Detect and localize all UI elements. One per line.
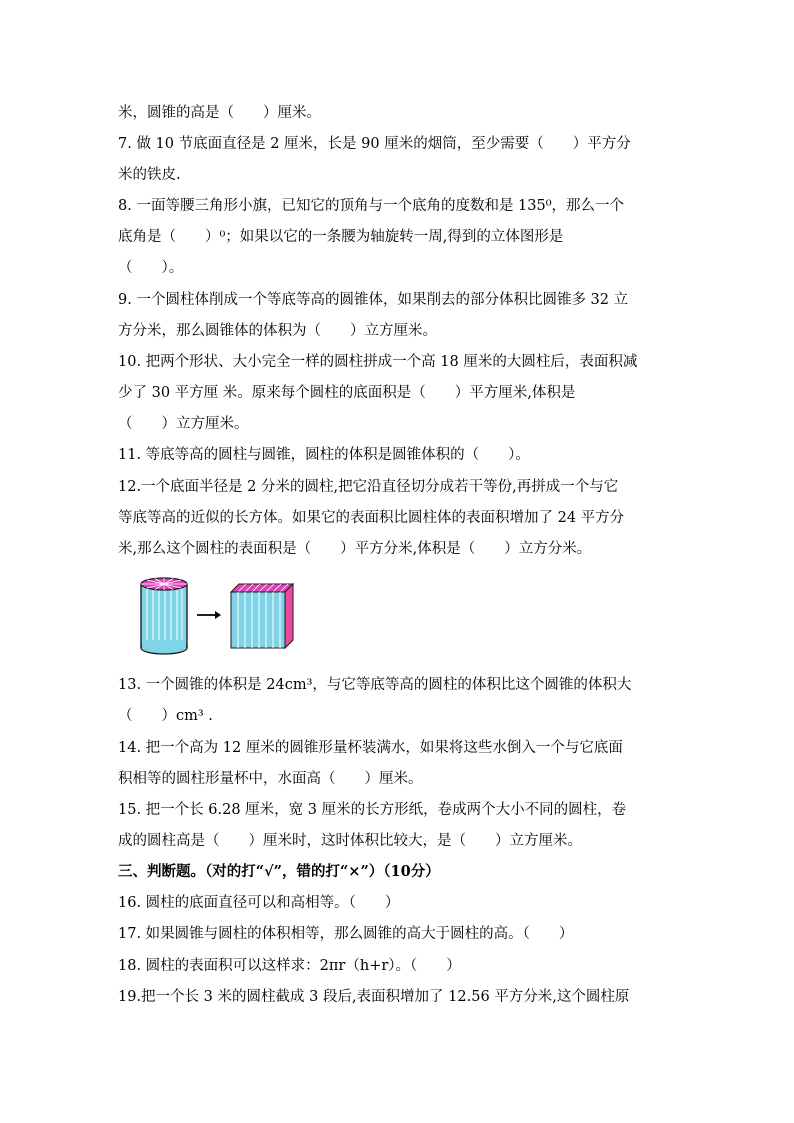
text-line: 方分米，那么圆锥体的体积为（ ）立方厘米。 xyxy=(118,323,437,339)
text-line: 底角是（ ）⁰；如果以它的一条腰为轴旋转一周,得到的立体图形是 xyxy=(118,229,564,245)
cuboid-side xyxy=(285,584,293,648)
question-9: 9. 一个圆柱体削成一个等底等高的圆锥体，如果削去的部分体积比圆锥多 32 立 xyxy=(118,292,629,308)
question-10: 10. 把两个形状、大小完全一样的圆柱拼成一个高 18 厘米的大圆柱后，表面积减 xyxy=(118,354,638,370)
text-line: （ ）立方厘米。 xyxy=(118,416,249,432)
question-16: 16. 圆柱的底面直径可以和高相等。（ ） xyxy=(118,895,400,911)
text-line: 米的铁皮. xyxy=(118,167,181,183)
text-line: （ ）cm³ . xyxy=(118,708,213,724)
cylinder-to-cuboid-figure xyxy=(135,574,305,658)
section-heading-true-false: 三、判断题。（对的打“√”，错的打“×”）（10分） xyxy=(118,863,440,880)
question-15: 15. 把一个长 6.28 厘米，宽 3 厘米的长方形纸，卷成两个大小不同的圆柱，卷 xyxy=(118,802,627,818)
cuboid-front xyxy=(231,592,285,648)
question-7: 7. 做 10 节底面直径是 2 厘米，长是 90 厘米的烟筒，至少需要（ ）平方分 xyxy=(118,136,631,152)
text-line: 成的圆柱高是（ ）厘米时，这时体积比较大，是（ ）立方厘米。 xyxy=(118,833,582,849)
question-14: 14. 把一个高为 12 厘米的圆锥形量杯装满水，如果将这些水倒入一个与它底面 xyxy=(118,740,623,756)
question-17: 17. 如果圆锥与圆柱的体积相等，那么圆锥的高大于圆柱的高。（ ） xyxy=(118,926,574,942)
question-8: 8. 一面等腰三角形小旗，已知它的顶角与一个底角的度数和是 135⁰，那么一个 xyxy=(118,198,625,214)
text-line: 少了 30 平方厘 米。原来每个圆柱的底面积是（ ）平方厘米,体积是 xyxy=(118,385,576,401)
question-13: 13. 一个圆锥的体积是 24cm³，与它等底等高的圆柱的体积比这个圆锥的体积大 xyxy=(118,677,632,693)
question-18: 18. 圆柱的表面积可以这样求：2πr（h+r）。（ ） xyxy=(118,958,461,974)
cylinder-body xyxy=(141,584,187,648)
text-line: 积相等的圆柱形量杯中，水面高（ ）厘米。 xyxy=(118,771,423,787)
text-line: 米，圆锥的高是（ ）厘米。 xyxy=(118,105,321,121)
text-line: 米,那么这个圆柱的表面积是（ ）平方分米,体积是（ ）立方分米。 xyxy=(118,541,592,557)
text-line: 等底等高的近似的长方体。如果它的表面积比圆柱体的表面积增加了 24 平方分 xyxy=(118,510,625,526)
question-11: 11. 等底等高的圆柱与圆锥，圆柱的体积是圆锥体积的（ ）。 xyxy=(118,447,530,463)
question-19: 19.把一个长 3 米的圆柱截成 3 段后,表面积增加了 12.56 平方分米,这个圆柱原 xyxy=(118,989,630,1005)
question-12: 12.一个底面半径是 2 分米的圆柱,把它沿直径切分成若干等份,再拼成一个与它 xyxy=(118,479,619,495)
text-line: （ ）。 xyxy=(118,260,184,276)
